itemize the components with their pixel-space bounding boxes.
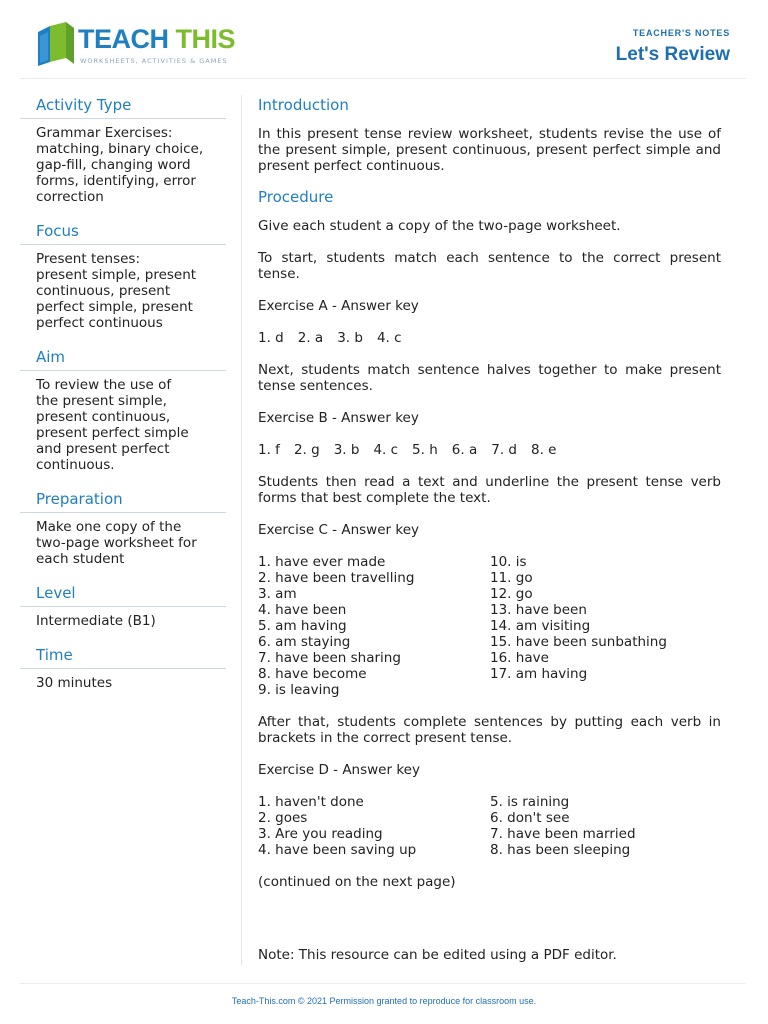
procedure-step: Students then read a text and underline the present tense verb forms that best complete the text. — [258, 474, 721, 506]
answer: 7. d — [491, 442, 517, 458]
answer: 4. c — [373, 442, 399, 458]
answer: 8. e — [530, 442, 557, 458]
column-divider — [241, 95, 242, 965]
section-heading: Activity Type — [20, 95, 226, 119]
pdf-editor-note: Note: This resource can be edited using a PDF editor. — [258, 947, 617, 963]
answer: 1. d — [258, 330, 284, 346]
answer: 5. h — [412, 442, 438, 458]
answer: 15. have been sunbathing — [490, 634, 667, 650]
answer: 1. f — [258, 442, 280, 458]
answer: 5. is raining — [490, 794, 570, 810]
answer: 8. has been sleeping — [490, 842, 631, 858]
answer: 2. g — [293, 442, 320, 458]
procedure-step: After that, students complete sentences by putting each verb in brackets in the correct present tense. — [258, 714, 721, 746]
procedure-step: To start, students match each sentence to the correct present tense. — [258, 250, 721, 282]
section-body: Grammar Exercises: matching, binary choice, gap-fill, changing word forms, identifying, error correction — [36, 125, 204, 205]
book-logo-icon — [36, 22, 76, 66]
answer: 10. is — [490, 554, 527, 570]
answer: 11. go — [490, 570, 533, 586]
answer: 3. am — [258, 586, 297, 602]
answer: 6. a — [451, 442, 478, 458]
exercise-a-label: Exercise A - Answer key — [258, 298, 419, 314]
answer: 3. Are you reading — [258, 826, 383, 842]
exercise-d-label: Exercise D - Answer key — [258, 762, 420, 778]
answer: 7. have been married — [490, 826, 636, 842]
teach-this-logo[interactable] — [36, 22, 236, 70]
answer: 7. have been sharing — [258, 650, 401, 666]
answer: 14. am visiting — [490, 618, 591, 634]
section-heading: Preparation — [20, 489, 226, 513]
activity-type-section — [20, 95, 226, 205]
answer: 9. is leaving — [258, 682, 340, 698]
section-body: To review the use of the present simple, present continuous, present perfect simple and present perfect continuous. — [36, 377, 189, 473]
answer: 4. c — [376, 330, 402, 346]
procedure-heading: Procedure — [258, 188, 334, 206]
answer: 2. have been travelling — [258, 570, 415, 586]
teachers-notes-label: TEACHER'S NOTES — [632, 28, 730, 38]
answer: 1. have ever made — [258, 554, 386, 570]
answer: 2. a — [297, 330, 324, 346]
answer: 12. go — [490, 586, 533, 602]
exercise-a-answers — [258, 330, 721, 346]
answer: 6. don't see — [490, 810, 570, 826]
aim-section — [20, 347, 226, 473]
procedure-step: Next, students match sentence halves together to make present tense sentences. — [258, 362, 721, 394]
preparation-section — [20, 489, 226, 567]
procedure-step: Give each student a copy of the two-page worksheet. — [258, 218, 621, 234]
section-heading: Aim — [20, 347, 226, 371]
introduction-text: In this present tense review worksheet, students revise the use of the present simple, present continuous, present perfect simple and present perfect continuous. — [258, 126, 721, 174]
level-section — [20, 583, 226, 629]
answer: 8. have become — [258, 666, 367, 682]
page-title: Let's Review — [615, 44, 730, 65]
exercise-d-answers — [258, 794, 721, 858]
section-heading: Time — [20, 645, 226, 669]
exercise-b-answers — [258, 442, 721, 458]
section-body: Make one copy of the two-page worksheet for each student — [36, 519, 197, 567]
answer: 4. have been — [258, 602, 347, 618]
answer: 2. goes — [258, 810, 308, 826]
section-heading: Focus — [20, 221, 226, 245]
answer: 3. b — [337, 330, 363, 346]
answer: 3. b — [333, 442, 360, 458]
answer: 16. have — [490, 650, 549, 666]
sidebar — [20, 95, 226, 707]
time-section — [20, 645, 226, 691]
main-content — [258, 95, 721, 963]
focus-section — [20, 221, 226, 331]
continued-note: (continued on the next page) — [258, 874, 456, 890]
answer: 1. haven't done — [258, 794, 364, 810]
header — [20, 0, 746, 79]
footer-divider — [20, 983, 746, 984]
exercise-c-answers — [258, 554, 721, 698]
exercise-c-label: Exercise C - Answer key — [258, 522, 419, 538]
section-heading: Level — [20, 583, 226, 607]
answer: 13. have been — [490, 602, 587, 618]
section-body: Intermediate (B1) — [36, 613, 156, 629]
introduction-heading: Introduction — [258, 96, 349, 114]
answer: 17. am having — [490, 666, 588, 682]
exercise-b-label: Exercise B - Answer key — [258, 410, 419, 426]
footer-copyright: Teach-This.com © 2021 Permission granted to reproduce for classroom use. — [231, 996, 537, 1006]
answer: 4. have been saving up — [258, 842, 417, 858]
logo-tagline: WORKSHEETS, ACTIVITIES & GAMES — [80, 57, 228, 65]
logo-wordmark: TEACH THIS — [78, 24, 236, 54]
answer: 5. am having — [258, 618, 347, 634]
section-body: 30 minutes — [36, 675, 113, 691]
section-body: Present tenses: present simple, present continuous, present perfect simple, present perfect continuous — [36, 251, 197, 331]
answer: 6. am staying — [258, 634, 351, 650]
